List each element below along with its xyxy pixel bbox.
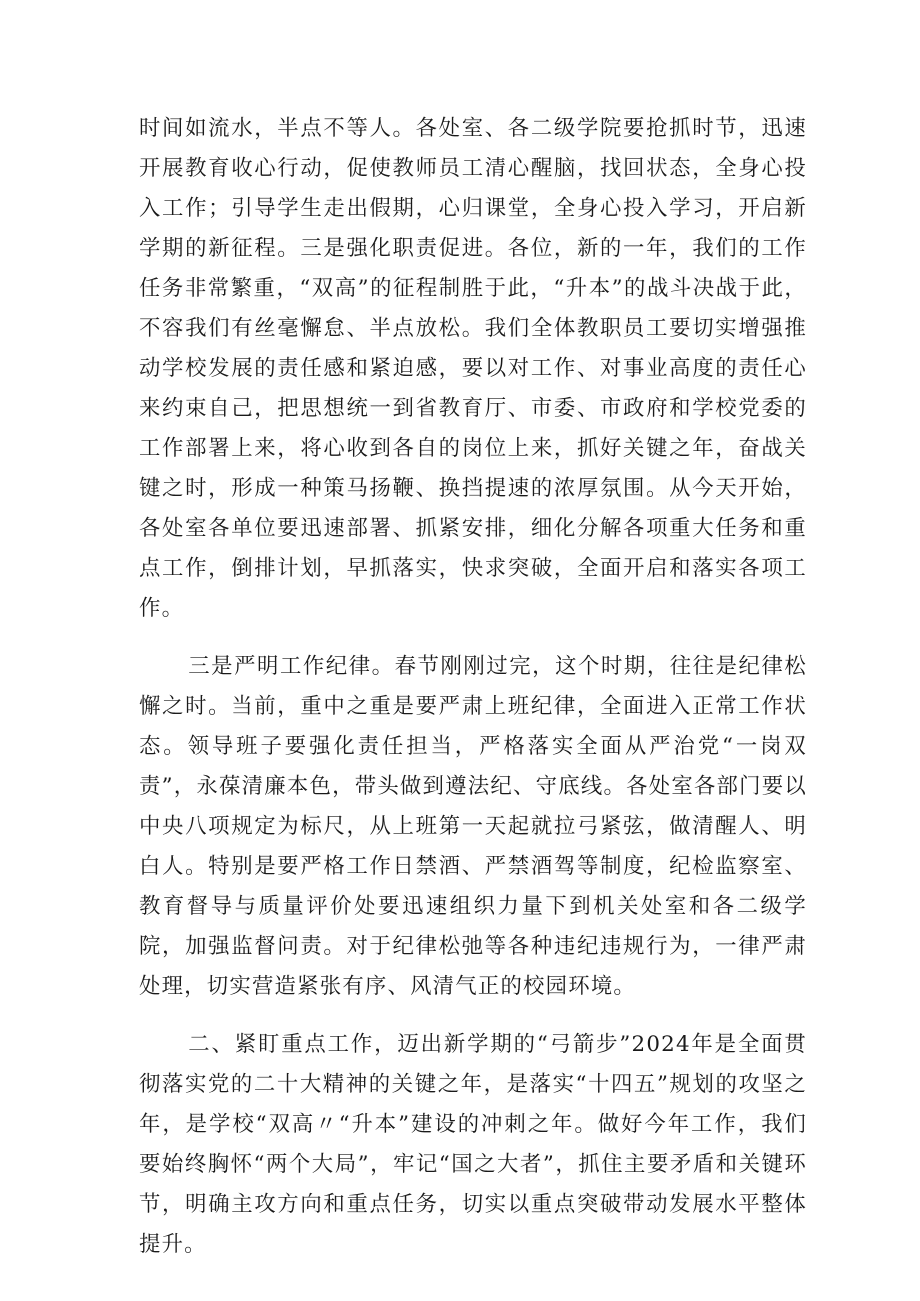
- document-body: [139, 109, 807, 1265]
- paragraph-2: 三是严明工作纪律。春节刚刚过完，这个时期，往往是纪律松懈之时。当前，重中之重是要严肃上班纪律，全面进入正常工作状态。领导班子要强化责任担当，严格落实全面从严治党“一岗双责”，永葆清廉本色，带头做到遵法纪、守底线。各处室各部门要以中央八项规定为标尺，从上班第一天起就拉弓紧弦，做清醒人、明白人。特别是要严格工作日禁酒、严禁酒驾等制度，纪检监察室、教育督导与质量评价处要迅速组织力量下到机关处室和各二级学院，加强监督问责。对于纪律松弛等各种违纪违规行为，一律严肃处理，切实营造紧张有序、风清气正的校园环境。: [139, 654, 807, 999]
- paragraph-1: 时间如流水，半点不等人。各处室、各二级学院要抢抓时节，迅速开展教育收心行动，促使教师员工清心醒脑，找回状态，全身心投入工作；引导学生走出假期，心归课堂，全身心投入学习，开启新学期的新征程。三是强化职责促进。各位，新的一年，我们的工作任务非常繁重，“双高”的征程制胜于此，“升本”的战斗决战于此，不容我们有丝毫懈怠、半点放松。我们全体教职员工要切实增强推动学校发展的责任感和紧迫感，要以对工作、对事业高度的责任心来约束自己，把思想统一到省教育厅、市委、市政府和学校党委的工作部署上来，将心收到各自的岗位上来，抓好关键之年，奋战关键之时，形成一种策马扬鞭、换挡提速的浓厚氛围。从今天开始，各处室各单位要迅速部署、抓紧安排，细化分解各项重大任务和重点工作，倒排计划，早抓落实，快求突破，全面开启和落实各项工作。: [139, 116, 807, 621]
- paragraph-3: 二、紧盯重点工作，迈出新学期的“弓箭步”2024年是全面贯彻落实党的二十大精神的关键之年，是落实“十四五”规划的攻坚之年，是学校“双高〃“升本”建设的冲刺之年。做好今年工作，我们要始终胸怀“两个大局”，牢记“国之大者”，抓住主要矛盾和关键环节，明确主攻方向和重点任务，切实以重点突破带动发展水平整体提升。: [139, 1032, 807, 1257]
